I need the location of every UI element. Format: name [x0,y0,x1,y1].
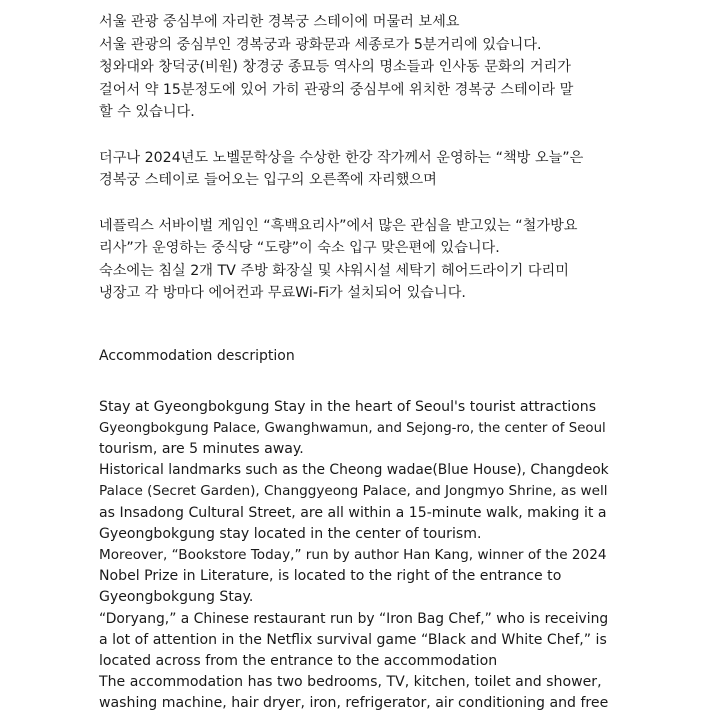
text-line: 숙소에는 침실 2개 TV 주방 화장실 및 샤워시설 세탁기 헤어드라이기 다리미 [99,262,569,279]
text-line: Stay at Gyeongbokgung Stay in the heart of Seoul's tourist attractions [99,398,597,415]
text-line: Nobel Prize in Literature, is located to the right of the entrance to [99,568,562,585]
text-line: Historical landmarks such as the Cheong wadae(Blue House), Changdeok [99,462,609,479]
korean-paragraph-3 [99,215,609,305]
text-line: Palace (Secret Garden), Changgyeong Palace, and Jongmyo Shrine, as well [99,483,608,500]
text-line: Gyeongbokgung stay located in the center of tourism. [99,525,482,542]
text-line: 걸어서 약 15분정도에 있어 가히 관광의 중심부에 위치한 경복궁 스테이라 말 [99,81,574,98]
text-line: washing machine, hair dryer, iron, refrigerator, air conditioning and free [99,695,609,712]
text-line: tourism, are 5 minutes away. [99,440,304,457]
section-heading: Accommodation description [99,347,295,364]
document-page [99,11,609,715]
text-line: 경복궁 스테이로 들어오는 입구의 오른쪽에 자리했으며 [99,172,437,188]
text-line: 서울 관광 중심부에 자리한 경복궁 스테이에 머물러 보세요 [99,14,460,30]
text-line: 더구나 2024년도 노벨문학상을 수상한 한강 작가께서 운영하는 “책방 오늘”은 [99,149,584,166]
text-line: located across from the entrance to the accommodation [99,652,498,669]
text-line: The accommodation has two bedrooms, TV, kitchen, toilet and shower, [99,674,602,691]
text-line: 할 수 있습니다. [99,104,195,120]
text-line: Gyeongbokgung Stay. [99,589,254,606]
text-line: Gyeongbokgung Palace, Gwanghwamun, and Sejong-ro, the center of Seoul [99,420,606,436]
text-line: as Insadong Cultural Street, are all within a 15-minute walk, making it a [99,504,607,521]
text-line: “Doryang,” a Chinese restaurant run by “Iron Bag Chef,” who is receiving [99,610,609,627]
text-line: 서울 관광의 중심부인 경복궁과 광화문과 세종로가 5분거리에 있습니다. [99,36,542,53]
text-line: 네플릭스 서바이벌 게임인 “흑백요리사”에서 많은 관심을 받고있는 “철가방요 [99,217,578,234]
korean-paragraph-2 [99,147,609,192]
text-line: 청와대와 창덕궁(비원) 창경궁 종묘등 역사의 명소들과 인사동 문화의 거리가 [99,59,572,75]
text-line: a lot of attention in the Netflix survival game “Black and White Chef,” is [99,631,607,648]
text-line: 리사”가 운영하는 중식당 “도량”이 숙소 입구 맞은편에 있습니다. [99,240,500,256]
text-line: 냉장고 각 방마다 에어컨과 무료Wi-Fi가 설치되어 있습니다. [99,285,466,301]
english-paragraph [99,397,609,715]
text-line: Moreover, “Bookstore Today,” run by author Han Kang, winner of the 2024 [99,546,607,563]
korean-paragraph-1 [99,11,609,124]
